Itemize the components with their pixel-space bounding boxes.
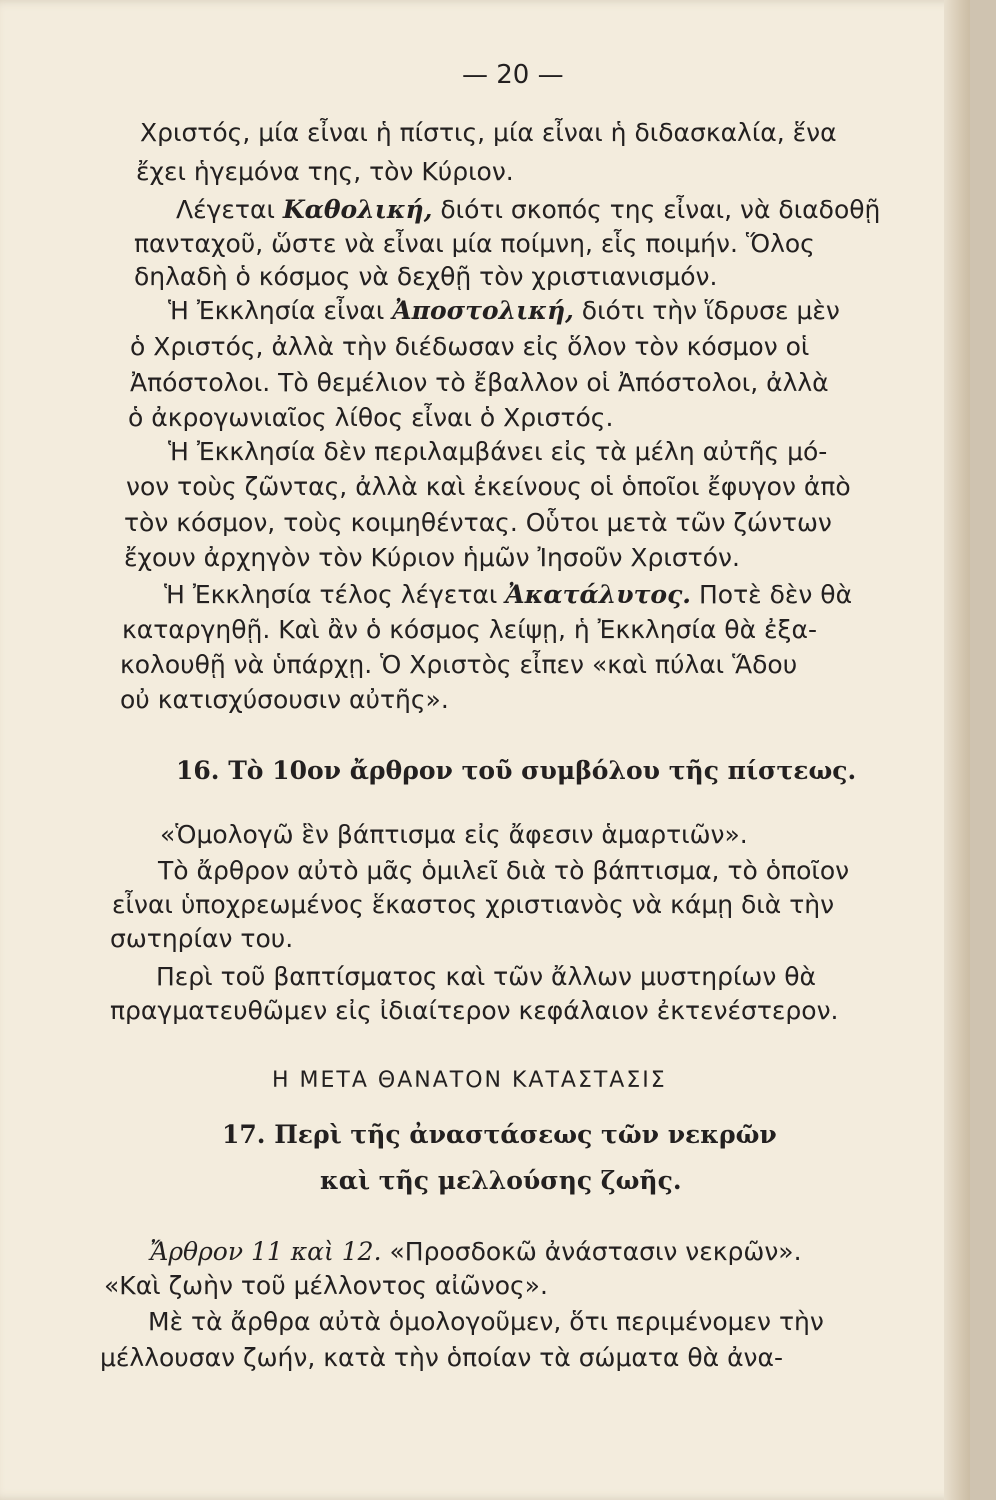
text-line: «Ὁμολογῶ ἓν βάπτισμα εἰς ἄφεσιν ἁμαρτιῶν». [160,820,748,849]
text-line: «Καὶ ζωὴν τοῦ μέλλοντος αἰῶνος». [104,1271,548,1300]
text-run: Ποτὲ δὲν θὰ [698,580,853,609]
page-number: — 20 — [462,60,564,90]
text-line: οὐ κατισχύσουσιν αὐτῆς». [120,685,449,714]
text-line [164,580,852,610]
text-line [150,1237,802,1267]
text-line: ὁ ἀκρογωνιαῖος λίθος εἶναι ὁ Χριστός. [128,403,614,432]
text-line: ἔχει ἡγεμόνα της, τὸν Κύριον. [136,157,514,186]
text-run: διότι σκοπός της εἶναι, νὰ διαδοθῇ [440,195,881,224]
section-heading-16: 16. Τὸ 10ον ἄρθρον τοῦ συμβόλου τῆς πίστεως. [176,756,857,785]
text-run: διότι τὴν ἵδρυσε μὲν [581,296,840,325]
text-line: σωτηρίαν του. [110,924,294,953]
text-line: δηλαδὴ ὁ κόσμος νὰ δεχθῇ τὸν χριστιανισμόν. [134,262,718,291]
text-line: ἔχουν ἀρχηγὸν τὸν Κύριον ἡμῶν Ἰησοῦν Χριστόν. [124,543,740,572]
text-run: Ἡ Ἐκκλησία τέλος λέγεται [164,580,498,609]
text-line: Μὲ τὰ ἄρθρα αὐτὰ ὁμολογοῦμεν, ὅτι περιμένομεν τὴν [148,1307,824,1336]
text-line: ὁ Χριστός, ἀλλὰ τὴν διέδωσαν εἰς ὅλον τὸν κόσμον οἱ [130,332,810,361]
text-run: Ἡ Ἐκκλησία εἶναι [168,296,385,325]
text-line: καταργηθῇ. Καὶ ἂν ὁ κόσμος λείψῃ, ἡ Ἐκκλησία θὰ ἐξα- [122,615,817,644]
text-line: μέλλουσαν ζωήν, κατὰ τὴν ὁποίαν τὰ σώματα θὰ ἀνα- [100,1343,784,1372]
emphasis-term: Καθολική, [282,195,433,224]
emphasis-term: Ἀκατάλυτος. [505,580,692,609]
text-line: εἶναι ὑποχρεωμένος ἕκαστος χριστιανὸς νὰ κάμῃ διὰ τὴν [112,890,835,919]
text-line: Χριστός, μία εἶναι ἡ πίστις, μία εἶναι ἡ διδασκαλία, ἕνα [140,118,837,147]
emphasis-term: Ἀποστολική, [392,296,574,325]
text-line: τὸν κόσμον, τοὺς κοιμηθέντας. Οὗτοι μετὰ τῶν ζώντων [124,508,832,537]
text-line [168,296,840,326]
text-run: «Προσδοκῶ ἀνάστασιν νεκρῶν». [389,1237,802,1266]
text-line: Τὸ ἄρθρον αὐτὸ μᾶς ὁμιλεῖ διὰ τὸ βάπτισμα, τὸ ὁποῖον [158,856,850,885]
section-heading-17-line2: καὶ τῆς μελλούσης ζωῆς. [320,1166,682,1195]
text-line: Ἡ Ἐκκλησία δὲν περιλαμβάνει εἰς τὰ μέλη αὐτῆς μό- [168,437,828,466]
text-line: Ἀπόστολοι. Τὸ θεμέλιον τὸ ἔβαλλον οἱ Ἀπόστολοι, ἀλλὰ [130,368,829,397]
text-line: πανταχοῦ, ὥστε νὰ εἶναι μία ποίμνη, εἷς ποιμήν. Ὅλος [134,229,815,258]
text-run: Λέγεται [176,195,275,224]
article-ref: Ἄρθρον 11 καὶ 12. [150,1237,382,1266]
text-line: πραγματευθῶμεν εἰς ἰδιαίτερον κεφάλαιον ἐκτενέστερον. [110,996,839,1025]
text-line: κολουθῇ νὰ ὑπάρχῃ. Ὁ Χριστὸς εἶπεν «καὶ πύλαι Ἅδου [120,650,798,679]
text-line [176,195,880,225]
text-line: Περὶ τοῦ βαπτίσματος καὶ τῶν ἄλλων μυστηρίων θὰ [156,962,817,991]
page-edge [944,0,970,1500]
section-heading-17: 17. Περὶ τῆς ἀναστάσεως τῶν νεκρῶν [222,1120,777,1149]
chapter-heading: Η ΜΕΤΑ ΘΑΝΑΤΟΝ ΚΑΤΑΣΤΑΣΙΣ [272,1068,667,1093]
text-line: νον τοὺς ζῶντας, ἀλλὰ καὶ ἐκείνους οἱ ὁποῖοι ἔφυγον ἀπὸ [126,472,851,501]
